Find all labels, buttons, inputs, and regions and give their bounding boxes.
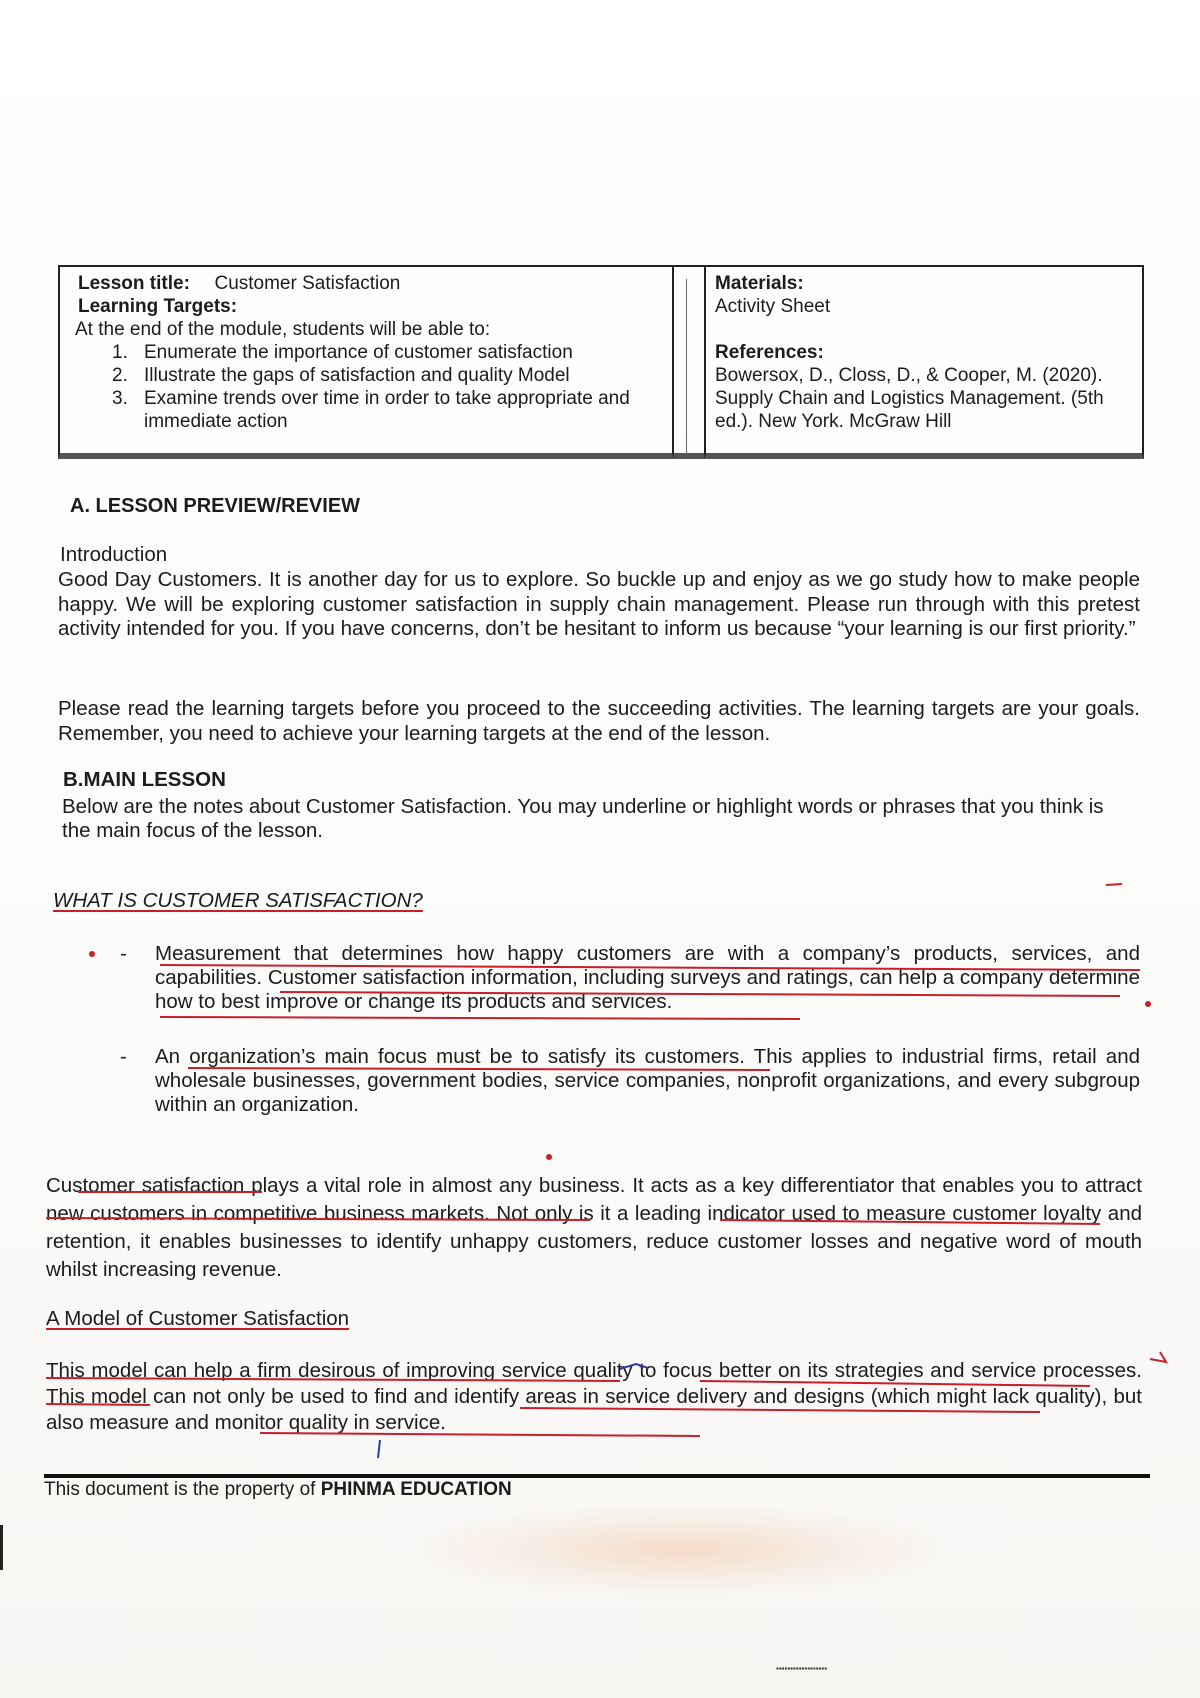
pen-underline xyxy=(720,1220,1100,1224)
pen-tick xyxy=(620,1364,648,1369)
pen-underline xyxy=(280,992,1120,996)
pen-underline xyxy=(520,1408,1040,1412)
target-text: Enumerate the importance of customer satisfaction xyxy=(144,342,573,363)
target-number: 1. xyxy=(112,342,128,363)
pen-underline xyxy=(160,1017,800,1019)
lesson-title: Customer Satisfaction xyxy=(214,273,401,294)
target-text: Examine trends over time in order to take appropriate and immediate action xyxy=(144,388,630,432)
section-b-title: B.MAIN LESSON xyxy=(63,768,226,791)
footer-owner: PHINMA EDUCATION xyxy=(320,1479,512,1500)
bullet-text: Measurement that determines how happy customers are with a company’s products, services, and capabilities. Customer satisfaction information, including surveys and ratings, can help a company determine how to best improve or change its products and services. xyxy=(155,942,1140,1013)
pen-underline xyxy=(46,1404,150,1405)
pen-mark xyxy=(1150,1352,1166,1362)
role-paragraph: Customer satisfaction plays a vital role in almost any business. It acts as a key differentiator that enables you to attract new customers in competitive business markets. Not only is it a leading indicator used to measure customer loyalty and retention, it enables businesses to identify unhappy customers, reduce customer losses and negative word of mouth whilst increasing revenue. xyxy=(46,1174,1142,1281)
pen-dot xyxy=(546,1154,552,1160)
pen-tick xyxy=(378,1440,380,1458)
target-number: 3. xyxy=(112,388,128,409)
pen-mark xyxy=(1106,884,1122,885)
references-label: References: xyxy=(715,342,824,363)
pen-underline xyxy=(46,1218,590,1220)
footer-rule xyxy=(44,1474,1150,1478)
references-text: Bowersox, D., Closs, D., & Cooper, M. (2020). Supply Chain and Logistics Management. (5th ed.). New York. McGraw Hill xyxy=(715,365,1104,432)
pen-dot xyxy=(1145,1001,1151,1007)
pen-dot xyxy=(89,951,95,957)
section-b-instruction: Below are the notes about Customer Satisfaction. You may underline or highlight words or phrases that you think is the main focus of the lesson. xyxy=(62,795,1104,842)
targets-intro: At the end of the module, students will be able to: xyxy=(75,319,491,340)
dash-bullet: - xyxy=(120,1045,127,1068)
target-number: 2. xyxy=(112,365,128,386)
pen-underline xyxy=(700,1381,1090,1386)
materials-text: Activity Sheet xyxy=(715,296,831,317)
model-paragraph: This model can help a firm desirous of improving service quality to focus better on its strategies and service processes. This model can not only be used to find and identify areas in service delivery and designs (which might lack quality), but also measure and monitor quality in service. xyxy=(46,1359,1142,1434)
pen-underline xyxy=(46,1378,620,1381)
learning-targets-note: Please read the learning targets before you proceed to the succeeding activities. The learning targets are your goals. Remember, you need to achieve your learning targets at the end of the lesson. xyxy=(58,697,1140,745)
footer-text: This document is the property of xyxy=(44,1479,321,1500)
materials-label: Materials: xyxy=(715,273,804,294)
pen-underline xyxy=(260,1433,700,1436)
learning-targets-label: Learning Targets: xyxy=(78,296,238,317)
section-a-title: A. LESSON PREVIEW/REVIEW xyxy=(70,495,361,517)
scanner-stamp: ▪▪▪▪▪▪▪▪▪▪▪▪▪▪▪▪▪▪ xyxy=(776,1664,828,1673)
footer xyxy=(44,1479,512,1501)
target-text: Illustrate the gaps of satisfaction and quality Model xyxy=(144,365,570,386)
pen-underline xyxy=(160,965,1140,970)
what-is-heading: WHAT IS CUSTOMER SATISFACTION? xyxy=(53,889,423,912)
lesson-title-label: Lesson title: xyxy=(78,273,190,294)
dash-bullet: - xyxy=(120,942,127,965)
pen-underline xyxy=(188,1068,770,1070)
introduction-label: Introduction xyxy=(60,543,168,566)
introduction-paragraph: Good Day Customers. It is another day for us to explore. So buckle up and enjoy as we go study how to make people happy. We will be exploring customer satisfaction in supply chain management. Please run through with this pretest activity intended for you. If you have concerns, don’t be hesitant to inform us because “your learning is our first priority.” xyxy=(58,568,1140,640)
model-heading: A Model of Customer Satisfaction xyxy=(46,1307,350,1330)
bullet-text: An organization’s main focus must be to satisfy its customers. This applies to industrial firms, retail and wholesale businesses, government bodies, service companies, nonprofit organizations, and every subgroup within an organization. xyxy=(155,1045,1140,1116)
